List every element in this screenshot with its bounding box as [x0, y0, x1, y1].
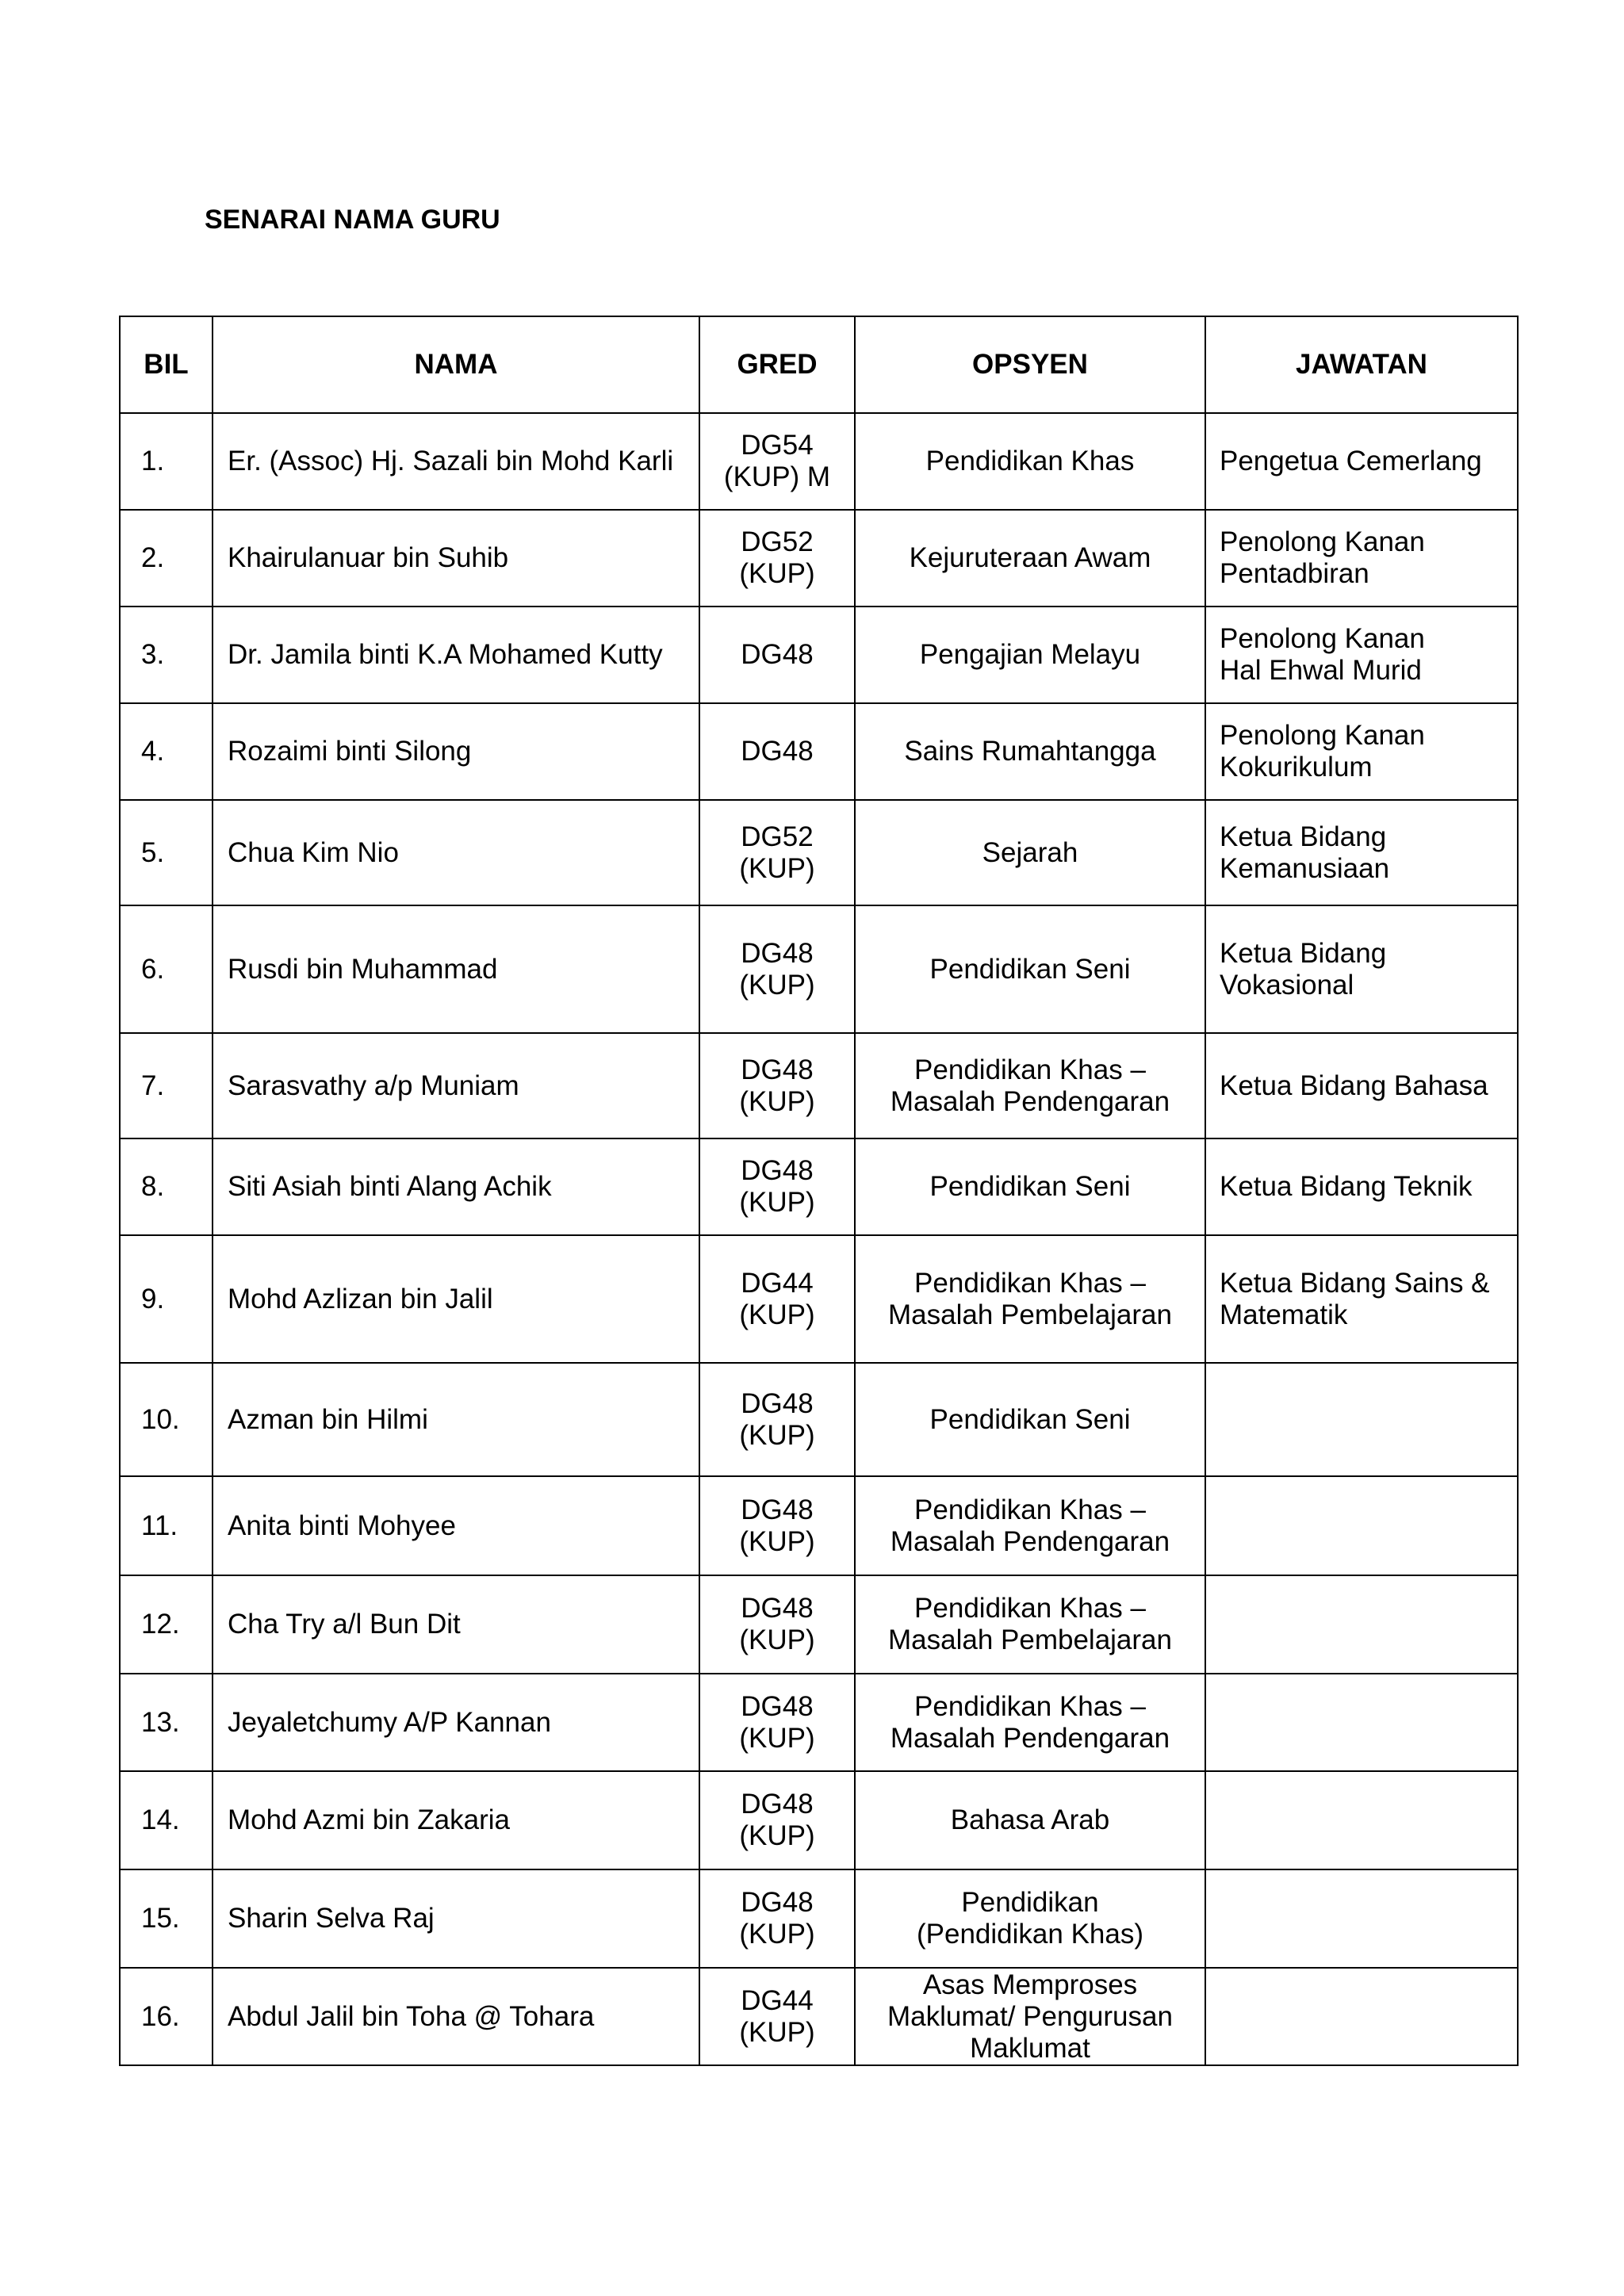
cell-opsyen: Pendidikan Seni [855, 1138, 1205, 1235]
header-opsyen: OPSYEN [855, 316, 1205, 413]
cell-jawatan [1205, 1968, 1518, 2065]
cell-opsyen: Pendidikan Seni [855, 905, 1205, 1033]
cell-nama: Er. (Assoc) Hj. Sazali bin Mohd Karli [213, 413, 699, 510]
cell-jawatan [1205, 1771, 1518, 1869]
table-row [120, 1138, 1518, 1235]
cell-bil: 8. [120, 1138, 213, 1235]
cell-gred: DG48 (KUP) [699, 905, 855, 1033]
table-row [120, 1968, 1518, 2065]
cell-jawatan: Ketua Bidang Sains & Matematik [1205, 1235, 1518, 1363]
cell-jawatan [1205, 1674, 1518, 1771]
header-gred: GRED [699, 316, 855, 413]
cell-opsyen: Asas Memproses Maklumat/ Pengurusan Maklumat [855, 1968, 1205, 2065]
table-row [120, 1575, 1518, 1674]
cell-gred: DG48 (KUP) [699, 1869, 855, 1968]
cell-bil: 13. [120, 1674, 213, 1771]
header-bil: BIL [120, 316, 213, 413]
cell-nama: Khairulanuar bin Suhib [213, 510, 699, 607]
cell-bil: 15. [120, 1869, 213, 1968]
table-row [120, 1771, 1518, 1869]
cell-nama: Azman bin Hilmi [213, 1363, 699, 1476]
table-row [120, 1674, 1518, 1771]
cell-opsyen: Pendidikan Khas – Masalah Pembelajaran [855, 1575, 1205, 1674]
cell-opsyen: Sejarah [855, 800, 1205, 905]
cell-opsyen: Sains Rumahtangga [855, 703, 1205, 800]
cell-gred: DG48 [699, 703, 855, 800]
cell-opsyen: Bahasa Arab [855, 1771, 1205, 1869]
cell-gred: DG48 (KUP) [699, 1575, 855, 1674]
cell-jawatan [1205, 1476, 1518, 1575]
cell-gred: DG52 (KUP) [699, 800, 855, 905]
table-row [120, 413, 1518, 510]
header-jawatan: JAWATAN [1205, 316, 1518, 413]
table-header-row [120, 316, 1518, 413]
cell-opsyen: Kejuruteraan Awam [855, 510, 1205, 607]
cell-bil: 2. [120, 510, 213, 607]
cell-gred: DG48 (KUP) [699, 1363, 855, 1476]
cell-jawatan [1205, 1869, 1518, 1968]
cell-bil: 12. [120, 1575, 213, 1674]
table-row [120, 703, 1518, 800]
cell-jawatan: Ketua Bidang Kemanusiaan [1205, 800, 1518, 905]
table-row [120, 905, 1518, 1033]
cell-gred: DG44 (KUP) [699, 1235, 855, 1363]
cell-opsyen: Pengajian Melayu [855, 607, 1205, 703]
cell-jawatan [1205, 1363, 1518, 1476]
cell-nama: Chua Kim Nio [213, 800, 699, 905]
cell-bil: 3. [120, 607, 213, 703]
cell-nama: Sharin Selva Raj [213, 1869, 699, 1968]
cell-bil: 4. [120, 703, 213, 800]
table-row [120, 1235, 1518, 1363]
cell-bil: 10. [120, 1363, 213, 1476]
cell-opsyen: Pendidikan Khas – Masalah Pembelajaran [855, 1235, 1205, 1363]
table-row [120, 510, 1518, 607]
cell-gred: DG44 (KUP) [699, 1968, 855, 2065]
page-title: SENARAI NAMA GURU [205, 205, 500, 235]
table-row [120, 800, 1518, 905]
cell-nama: Dr. Jamila binti K.A Mohamed Kutty [213, 607, 699, 703]
cell-gred: DG54 (KUP) M [699, 413, 855, 510]
cell-jawatan: Penolong Kanan Kokurikulum [1205, 703, 1518, 800]
cell-opsyen: Pendidikan (Pendidikan Khas) [855, 1869, 1205, 1968]
cell-bil: 9. [120, 1235, 213, 1363]
cell-jawatan: Ketua Bidang Vokasional [1205, 905, 1518, 1033]
table-row [120, 1033, 1518, 1138]
cell-bil: 7. [120, 1033, 213, 1138]
cell-gred: DG48 (KUP) [699, 1476, 855, 1575]
cell-nama: Mohd Azmi bin Zakaria [213, 1771, 699, 1869]
cell-jawatan: Penolong Kanan Hal Ehwal Murid [1205, 607, 1518, 703]
table-row [120, 1476, 1518, 1575]
cell-nama: Jeyaletchumy A/P Kannan [213, 1674, 699, 1771]
cell-nama: Anita binti Mohyee [213, 1476, 699, 1575]
cell-opsyen: Pendidikan Seni [855, 1363, 1205, 1476]
cell-jawatan: Pengetua Cemerlang [1205, 413, 1518, 510]
cell-nama: Rusdi bin Muhammad [213, 905, 699, 1033]
header-nama: NAMA [213, 316, 699, 413]
cell-jawatan [1205, 1575, 1518, 1674]
cell-opsyen: Pendidikan Khas [855, 413, 1205, 510]
cell-nama: Abdul Jalil bin Toha @ Tohara [213, 1968, 699, 2065]
cell-gred: DG48 (KUP) [699, 1771, 855, 1869]
cell-jawatan: Ketua Bidang Teknik [1205, 1138, 1518, 1235]
cell-gred: DG48 (KUP) [699, 1138, 855, 1235]
cell-gred: DG52 (KUP) [699, 510, 855, 607]
cell-nama: Mohd Azlizan bin Jalil [213, 1235, 699, 1363]
cell-nama: Cha Try a/l Bun Dit [213, 1575, 699, 1674]
table-row [120, 1363, 1518, 1476]
cell-gred: DG48 (KUP) [699, 1674, 855, 1771]
cell-opsyen: Pendidikan Khas – Masalah Pendengaran [855, 1476, 1205, 1575]
cell-opsyen: Pendidikan Khas – Masalah Pendengaran [855, 1674, 1205, 1771]
cell-bil: 11. [120, 1476, 213, 1575]
cell-bil: 14. [120, 1771, 213, 1869]
cell-gred: DG48 [699, 607, 855, 703]
table-body [120, 413, 1518, 2065]
cell-bil: 6. [120, 905, 213, 1033]
cell-nama: Siti Asiah binti Alang Achik [213, 1138, 699, 1235]
cell-gred: DG48 (KUP) [699, 1033, 855, 1138]
cell-bil: 1. [120, 413, 213, 510]
cell-nama: Rozaimi binti Silong [213, 703, 699, 800]
cell-jawatan: Penolong Kanan Pentadbiran [1205, 510, 1518, 607]
cell-nama: Sarasvathy a/p Muniam [213, 1033, 699, 1138]
cell-bil: 5. [120, 800, 213, 905]
cell-opsyen: Pendidikan Khas – Masalah Pendengaran [855, 1033, 1205, 1138]
table-row [120, 607, 1518, 703]
table-row [120, 1869, 1518, 1968]
teacher-table [119, 316, 1519, 2066]
cell-bil: 16. [120, 1968, 213, 2065]
cell-jawatan: Ketua Bidang Bahasa [1205, 1033, 1518, 1138]
